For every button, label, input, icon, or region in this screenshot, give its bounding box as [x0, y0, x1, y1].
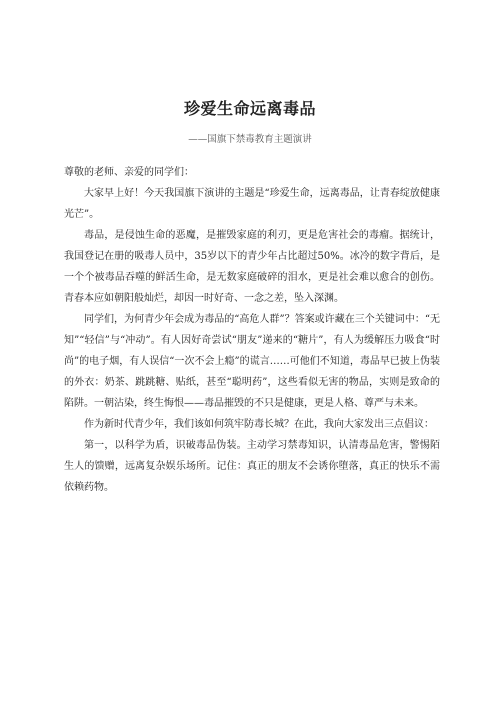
document-body — [64, 162, 440, 498]
paragraph-greeting: 大家早上好！今天我国旗下演讲的主题是“珍爱生命，远离毒品，让青春绽放健康光芒”。 — [64, 188, 440, 220]
paragraph-high-risk-reasons: 同学们，为何青少年会成为毒品的“高危人群”？答案或许藏在三个关键词中：“无知”“轻信”与“冲动”。有人因好奇尝试“朋友”递来的“糖片”，有人为缓解压力吸食“时尚”的电子烟，有人误信“一次不会上瘾”的谎言……可他们不知道，毒品早已披上伪装的外衣：奶茶、跳跳糖、贴纸，甚至“聪明药”，这些看似无害的物品，实则是致命的陷阱。一朝沾染，终生悔恨——毒品摧毁的不只是健康，更是人格、尊严与未来。 — [64, 314, 440, 409]
paragraph-drug-harm: 毒品，是侵蚀生命的恶魔，是摧毁家庭的利刃，更是危害社会的毒瘤。据统计，我国登记在册的吸毒人员中，35岁以下的青少年占比超过50%。冰冷的数字背后，是一个个被毒品吞噬的鲜活生命，是无数家庭破碎的泪水，更是社会难以愈合的创伤。青春本应如朝阳般灿烂，却因一时好奇、一念之差，坠入深渊。 — [64, 230, 440, 304]
paragraph-call-to-action: 作为新时代青少年，我们该如何筑牢防毒长城？在此，我向大家发出三点倡议： — [84, 419, 434, 430]
paragraph-first-proposal: 第一，以科学为盾，识破毒品伪装。主动学习禁毒知识，认清毒品危害，警惕陌生人的馈赠，远离复杂娱乐场所。记住：真正的朋友不会诱你堕落，真正的快乐不需依赖药物。 — [64, 440, 440, 493]
salutation: 尊敬的老师、亲爱的同学们： — [64, 167, 194, 178]
document-subtitle: ——国旗下禁毒教育主题演讲 — [188, 134, 312, 145]
document-title: 珍爱生命远离毒品 — [183, 99, 316, 118]
